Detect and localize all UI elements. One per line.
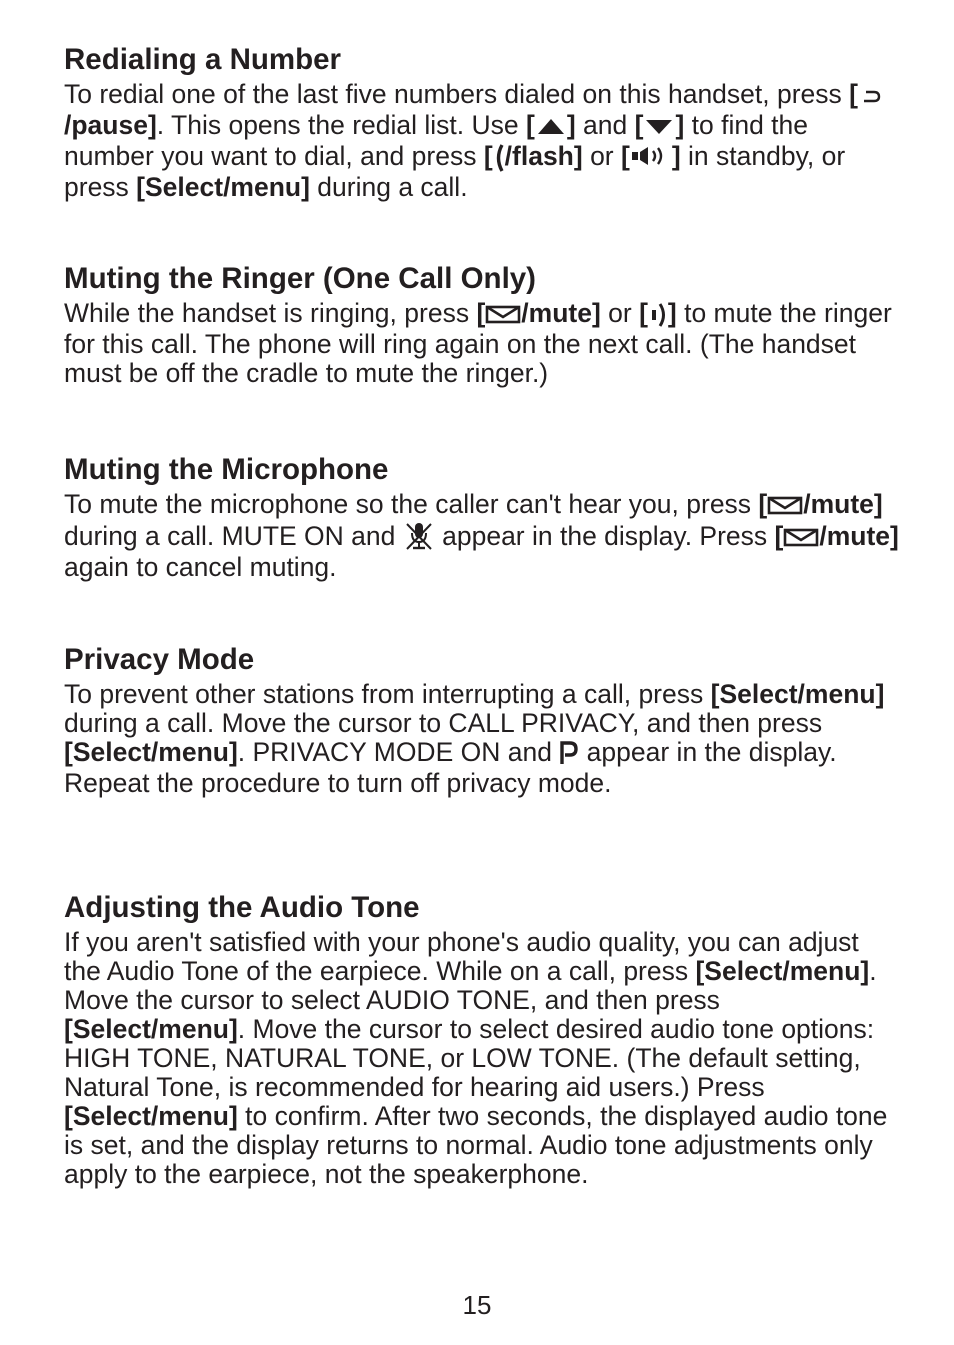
redial-icon	[858, 82, 882, 111]
section-privacy-mode	[64, 642, 900, 890]
section-title: Redialing a Number	[64, 43, 342, 76]
section-muting-microphone	[64, 452, 900, 642]
section-body: If you aren't satisfied with your phone's audio quality, you can adjust the Audio Tone of the earpiece. While on a call, press [Select/menu]. Move the cursor to select AUDIO TONE, and then press [Select/menu]. Move the cursor to select desired audio tone options: HIGH TONE, NATURAL TONE, or LOW TONE. (The default setting, Natural Tone, is recommended for hearing aid users.) Press [Select/menu] to confirm. After two seconds, the displayed audio tone is set, and the display returns to normal. Audio tone adjustments only apply to the earpiece, not the speakerphone.	[64, 927, 888, 1189]
message-icon	[485, 301, 521, 330]
talk-icon	[493, 143, 505, 173]
privacy-icon	[559, 740, 579, 769]
section-title: Privacy Mode	[64, 643, 255, 676]
down-arrow-icon	[643, 113, 675, 142]
section-body: To redial one of the last five numbers dialed on this handset, press [/pause]. This opens the redial list. Use [ ] and [ ] to find the number you want to dial, and press [ /flash] or [ ] in standby, or press [Select/menu] during a call.	[64, 80, 900, 202]
manual-page	[64, 42, 900, 1189]
section-audio-tone	[64, 890, 900, 1189]
section-title: Muting the Microphone	[64, 453, 389, 486]
section-title: Muting the Ringer (One Call Only)	[64, 262, 536, 295]
section-body: To mute the microphone so the caller can't hear you, press [ /mute] during a call. MUTE ON and appear in the display. Press [ /mute] again to cancel muting.	[64, 489, 899, 582]
ringer-icon	[648, 301, 668, 330]
message-icon	[767, 492, 803, 521]
mic-mute-icon	[403, 521, 435, 553]
section-body: To prevent other stations from interrupting a call, press [Select/menu] during a call. Move the cursor to CALL PRIVACY, and then press [Select/menu]. PRIVACY MODE ON and appear in the display. Repeat the procedure to turn off privacy mode.	[64, 679, 885, 798]
section-redialing	[64, 42, 900, 261]
speaker-icon	[630, 144, 672, 173]
up-arrow-icon	[535, 113, 567, 142]
page-number: 15	[462, 1290, 492, 1320]
section-body: While the handset is ringing, press [ /mute] or [ ] to mute the ringer for this call. The phone will ring again on the next call. (The handset must be off the cradle to mute the ringer.)	[64, 298, 892, 388]
section-muting-ringer	[64, 261, 900, 452]
message-icon	[783, 524, 819, 553]
section-title: Adjusting the Audio Tone	[64, 891, 420, 924]
